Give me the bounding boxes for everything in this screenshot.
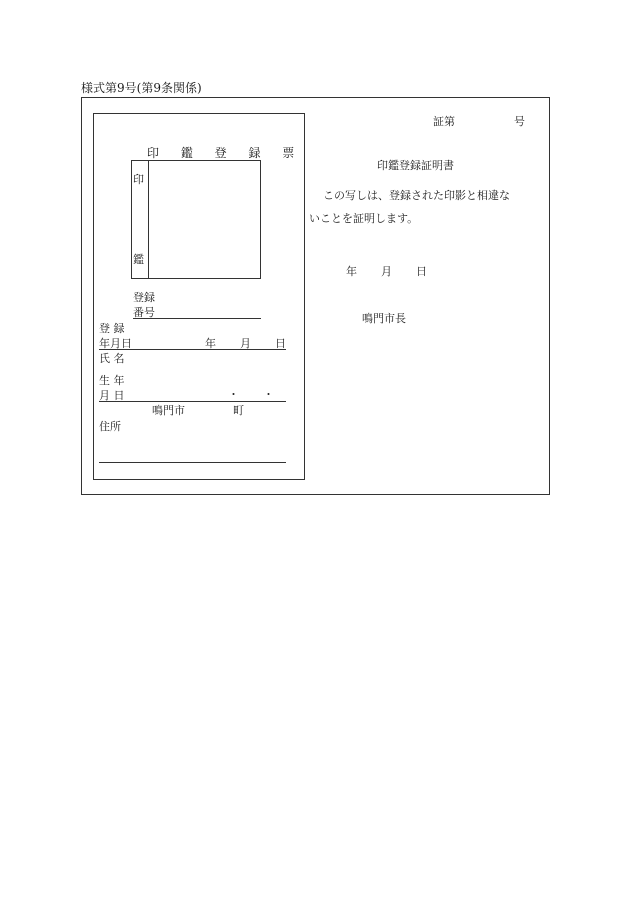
register-title: 印 鑑 登 録 票 xyxy=(147,146,304,160)
cert-body-line1: この写しは、登録された印影と相違な xyxy=(323,189,510,202)
cert-number-suffix: 号 xyxy=(514,115,525,128)
birth-underline xyxy=(99,401,286,402)
cert-date-month: 月 xyxy=(381,265,392,278)
seal-box-divider xyxy=(148,160,149,279)
address-town: 町 xyxy=(233,404,244,417)
reg-date-underline xyxy=(99,349,286,350)
birth-label-1: 生 年 xyxy=(99,374,125,387)
address-label: 住所 xyxy=(99,420,121,433)
address-city: 鳴門市 xyxy=(152,404,185,417)
reg-date-label-1: 登 録 xyxy=(99,322,125,335)
cert-body-line2: いことを証明します。 xyxy=(309,212,419,225)
reg-date-year: 年 xyxy=(205,337,216,350)
cert-date-year: 年 xyxy=(346,265,357,278)
name-label: 氏 名 xyxy=(99,352,125,365)
birth-dot-2: ・ xyxy=(263,388,274,401)
reg-date-label-2: 年月日 xyxy=(99,337,132,350)
seal-label-top: 印 xyxy=(133,173,144,186)
reg-number-label-1: 登録 xyxy=(133,291,155,304)
reg-date-day: 日 xyxy=(275,337,286,350)
seal-box xyxy=(131,160,261,279)
form-label: 様式第9号(第9条関係) xyxy=(81,81,202,95)
address-underline xyxy=(99,462,286,463)
birth-dot-1: ・ xyxy=(228,388,239,401)
cert-signer: 鳴門市長 xyxy=(362,312,406,325)
cert-title: 印鑑登録証明書 xyxy=(377,159,454,172)
seal-label-bottom: 鑑 xyxy=(133,253,144,266)
reg-number-underline xyxy=(133,318,261,319)
birth-label-2: 月 日 xyxy=(99,389,125,402)
cert-date-day: 日 xyxy=(416,265,427,278)
reg-number-label-2: 番号 xyxy=(133,306,155,319)
reg-date-month: 月 xyxy=(240,337,251,350)
cert-number-prefix: 証第 xyxy=(433,115,455,128)
